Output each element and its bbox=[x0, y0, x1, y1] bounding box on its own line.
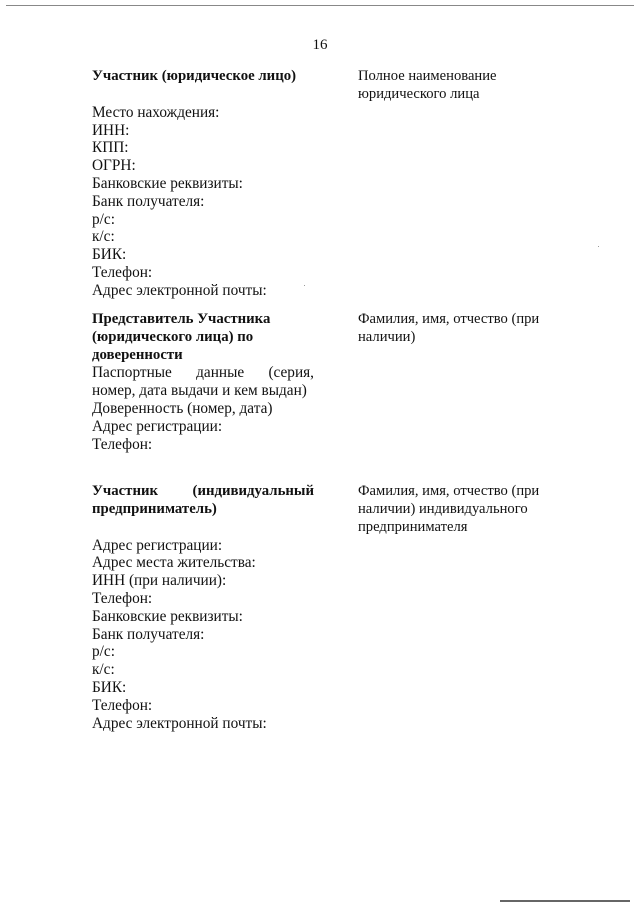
field-passport-data bbox=[92, 364, 314, 382]
field-correspondent-account: к/с: bbox=[92, 661, 115, 679]
legal-entity-heading: Участник (юридическое лицо) bbox=[92, 68, 297, 84]
field-registration-address: Адрес регистрации: bbox=[92, 536, 223, 554]
legal-entity-details bbox=[92, 68, 314, 300]
field-bank-details: Банковские реквизиты: bbox=[92, 607, 243, 625]
field-ogrn: ОГРН: bbox=[92, 157, 136, 175]
heading-word: (индивидуальный bbox=[192, 483, 314, 499]
field-bik: БИК: bbox=[92, 678, 127, 696]
passport-word: Паспортные bbox=[92, 364, 172, 382]
field-passport-data-continued: номер, дата выдачи и кем выдан) bbox=[92, 382, 307, 400]
field-residence-address: Адрес места жительства: bbox=[92, 554, 256, 572]
field-phone: Телефон: bbox=[92, 589, 153, 607]
field-bik: БИК: bbox=[92, 246, 127, 264]
field-recipient-bank: Банк получателя: bbox=[92, 192, 205, 210]
entrepreneur-heading-line bbox=[92, 483, 314, 501]
spacer bbox=[92, 519, 314, 537]
caption-line: наличии) индивидуального bbox=[358, 500, 528, 517]
field-phone: Телефон: bbox=[92, 696, 153, 714]
field-power-of-attorney: Доверенность (номер, дата) bbox=[92, 399, 273, 417]
scan-bottom-edge-line bbox=[500, 900, 630, 902]
heading-word: Участник bbox=[92, 483, 159, 499]
field-kpp: КПП: bbox=[92, 139, 129, 157]
representative-heading-line: Представитель Участника bbox=[92, 311, 271, 327]
spacer bbox=[92, 86, 314, 104]
caption-line: Фамилия, имя, отчество (при bbox=[358, 311, 540, 327]
representative-name-caption bbox=[358, 311, 558, 347]
passport-word: (серия, bbox=[268, 364, 314, 382]
entrepreneur-name-caption bbox=[358, 483, 558, 536]
caption-line: Полное наименование bbox=[358, 68, 497, 84]
passport-word: данные bbox=[196, 364, 245, 382]
field-email: Адрес электронной почты: bbox=[92, 714, 267, 732]
field-phone: Телефон: bbox=[92, 263, 153, 281]
field-location: Место нахождения: bbox=[92, 103, 220, 121]
field-recipient-bank: Банк получателя: bbox=[92, 625, 205, 643]
entrepreneur-details bbox=[92, 483, 314, 732]
field-registration-address: Адрес регистрации: bbox=[92, 417, 223, 435]
caption-line: юридического лица bbox=[358, 85, 480, 102]
field-correspondent-account: к/с: bbox=[92, 228, 115, 246]
field-settlement-account: р/с: bbox=[92, 643, 115, 661]
caption-line: наличии) bbox=[358, 328, 416, 345]
field-email: Адрес электронной почты: bbox=[92, 281, 267, 299]
caption-line: Фамилия, имя, отчество (при bbox=[358, 483, 540, 499]
representative-details bbox=[92, 311, 314, 453]
page-number: 16 bbox=[312, 37, 328, 53]
representative-heading-line: (юридического лица) по bbox=[92, 328, 254, 345]
field-bank-details: Банковские реквизиты: bbox=[92, 174, 243, 192]
representative-heading-line: доверенности bbox=[92, 346, 183, 363]
field-inn: ИНН (при наличии): bbox=[92, 572, 227, 590]
legal-entity-name-caption bbox=[358, 68, 558, 104]
scan-speck bbox=[598, 246, 599, 247]
scan-top-edge-line bbox=[6, 5, 634, 6]
field-inn: ИНН: bbox=[92, 121, 130, 139]
field-settlement-account: р/с: bbox=[92, 210, 115, 228]
caption-line: предпринимателя bbox=[358, 518, 468, 535]
scan-speck bbox=[304, 285, 305, 286]
entrepreneur-heading-line: предприниматель) bbox=[92, 500, 217, 517]
field-phone: Телефон: bbox=[92, 435, 153, 453]
